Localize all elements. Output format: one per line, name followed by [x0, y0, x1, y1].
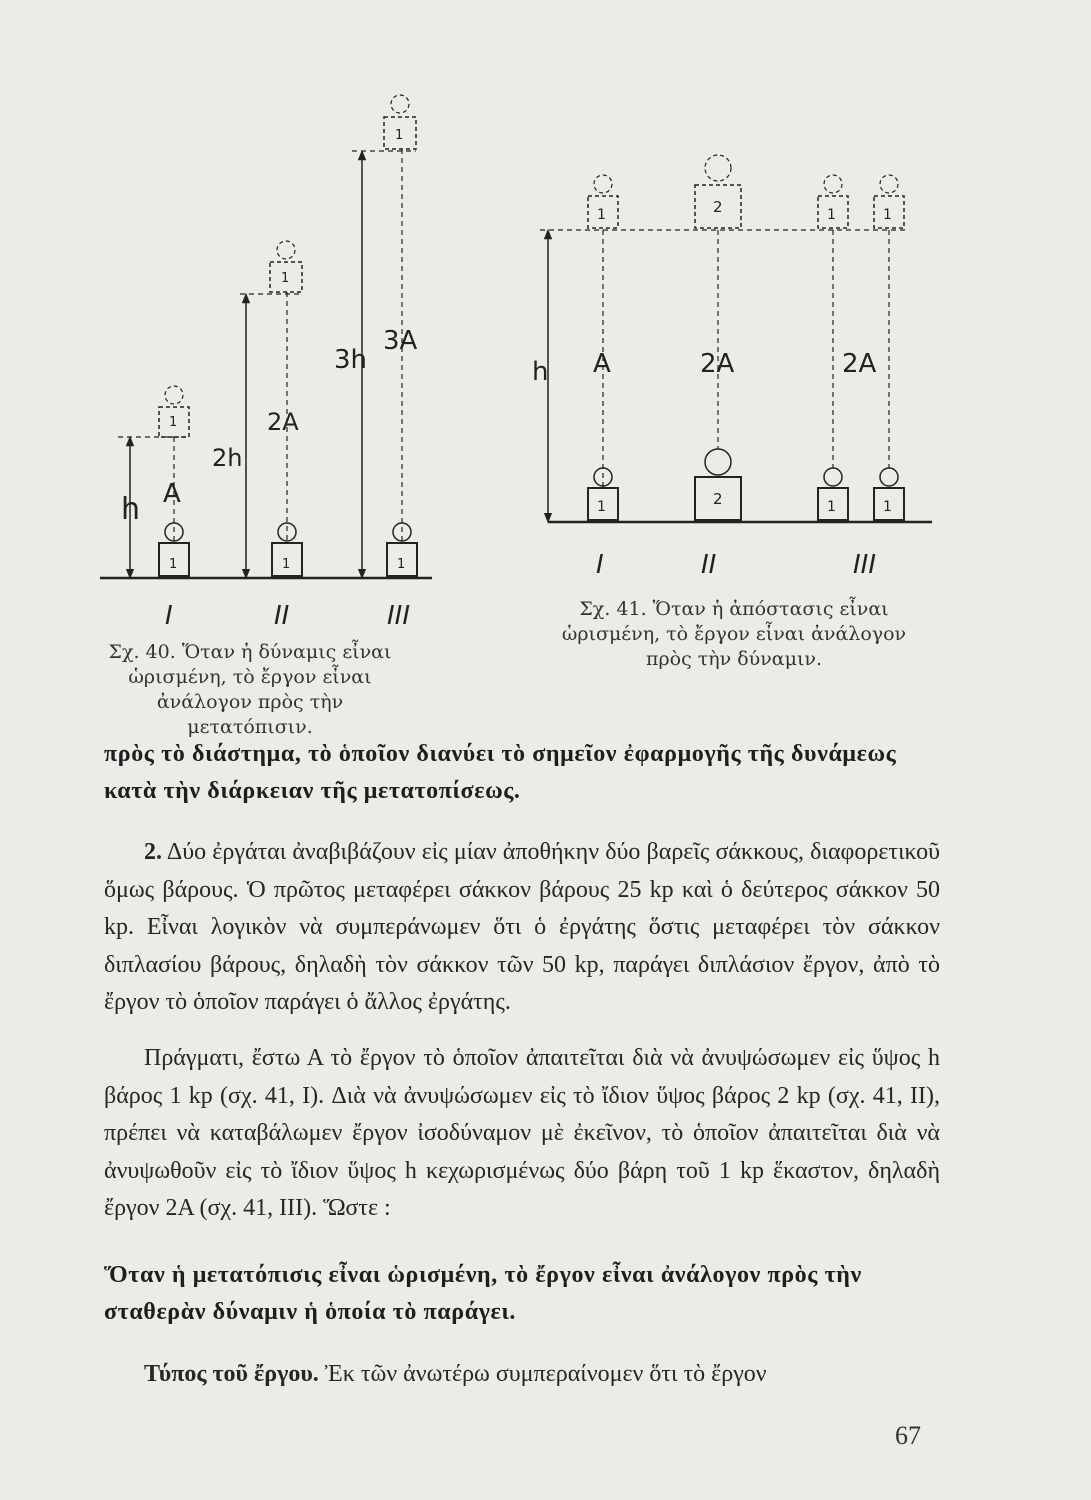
paragraph-number: 2.: [144, 839, 162, 865]
fig40-roman-I: I: [165, 601, 173, 631]
svg-text:1: 1: [169, 557, 178, 572]
svg-text:2: 2: [713, 198, 723, 216]
fig40-roman-II: II: [274, 601, 290, 631]
bold-continuation: πρὸς τὸ διάστημα, τὸ ὁποῖον διανύει τὸ σημεῖον ἐφαρμογῆς τῆς δυνάμεως κατὰ τὴν διάρκειαν τῆς μετατοπίσεως.: [104, 741, 897, 804]
fig41-work-2A-III: 2A: [842, 349, 877, 379]
fig41-roman-I: I: [596, 550, 604, 580]
fig41-roman-II: II: [701, 550, 717, 580]
svg-text:1: 1: [827, 207, 836, 223]
fig41-caption: Σχ. 41. Ὅταν ἡ ἀπόστασις εἶναι ὡρισμένη, τὸ ἔργον εἶναι ἀνάλογον πρὸς τὴν δύναμιν.: [561, 598, 907, 670]
svg-text:1: 1: [883, 207, 892, 223]
figures-40-41: [0, 0, 1091, 720]
fig40-height-h: h: [121, 492, 141, 527]
fig40-work-2A: 2A: [267, 408, 299, 436]
bold-rule: Ὅταν ἡ μετατόπισις εἶναι ὡρισμένη, τὸ ἔργον εἶναι ἀνάλογον πρὸς τὴν σταθερὰν δύναμιν ἡ ὁποία τὸ παράγει.: [104, 1262, 862, 1325]
svg-text:1: 1: [281, 271, 290, 286]
page-number: 67: [895, 1421, 921, 1450]
svg-text:2: 2: [713, 490, 723, 508]
paragraph-formula-text: Ἐκ τῶν ἀνωτέρω συμπεραίνομεν ὅτι τὸ ἔργον: [318, 1361, 767, 1387]
runin-heading: Τύπος τοῦ ἔργου.: [144, 1361, 319, 1387]
fig40-work-A: A: [163, 479, 181, 509]
svg-text:1: 1: [883, 499, 892, 515]
fig41-work-A: A: [593, 349, 611, 379]
paragraph-2-text: Δύο ἐργάται ἀναβιβάζουν εἰς μίαν ἀποθήκην δύο βαρεῖς σάκκους, διαφορετικοῦ ὅμως βάρους. Ὁ πρῶτος μεταφέρει σάκκον βάρους 25 kp καὶ ὁ δεύτερος σάκκον 50 kp. Εἶναι λογικὸν νὰ συμπεράνωμεν ὅτι ὁ ἐργάτης ὅστις μεταφέρει τὸν σάκκον διπλασίου βάρους, δηλαδὴ τὸν σάκκον τῶν 50 kp, παράγει διπλάσιον ἔργον, ἀπὸ τὸ ἔργον τὸ ὁποῖον παράγει ὁ ἄλλος ἐργάτης.: [104, 839, 940, 1015]
fig41-roman-III: III: [853, 550, 877, 580]
svg-text:1: 1: [282, 557, 291, 572]
fig40-caption: Σχ. 40. Ὅταν ἡ δύναμις εἶναι ὡρισμένη, τὸ ἔργον εἶναι ἀνάλογον πρὸς τὴν μετατόπισιν.: [108, 641, 392, 738]
fig40-work-3A: 3A: [383, 326, 418, 356]
svg-text:1: 1: [169, 415, 178, 430]
fig41-weight-II-ground: [695, 449, 741, 520]
paragraph-formula: [104, 1356, 940, 1394]
fig40-height-3h: 3h: [334, 345, 368, 375]
fig40-height-2h: 2h: [212, 444, 243, 472]
paragraph-3: Πράγματι, ἔστω Α τὸ ἔργον τὸ ὁποῖον ἀπαιτεῖται διὰ νὰ ἀνυψώσωμεν εἰς ὕψος h βάρος 1 kp (σχ. 41, I). Διὰ νὰ ἀνυψώσωμεν εἰς τὸ ἴδιον ὕψος βάρος 2 kp (σχ. 41, II), πρέπει νὰ καταβάλωμεν ἔργον ἰσοδύναμον μὲ ἐκεῖνον, τὸ ὁποῖον ἀπαιτεῖται διὰ νὰ ἀνυψωθοῦν εἰς τὸ ἴδιον ὕψος h κεχωρισμένως δύο βάρη τοῦ 1 kp ἕκαστον, δηλαδὴ ἔργον 2Α (σχ. 41, III). Ὥστε :: [104, 1045, 940, 1221]
fig41-weight-II-raised: [695, 155, 741, 228]
svg-text:1: 1: [827, 499, 836, 515]
fig41-height-h: h: [532, 357, 549, 387]
svg-text:1: 1: [597, 207, 606, 223]
svg-text:1: 1: [397, 557, 406, 572]
paragraph-2: [104, 834, 940, 1022]
fig41-work-2A: 2A: [700, 349, 735, 379]
svg-text:1: 1: [395, 128, 404, 143]
fig40-roman-III: III: [387, 601, 411, 631]
svg-text:1: 1: [597, 499, 606, 515]
